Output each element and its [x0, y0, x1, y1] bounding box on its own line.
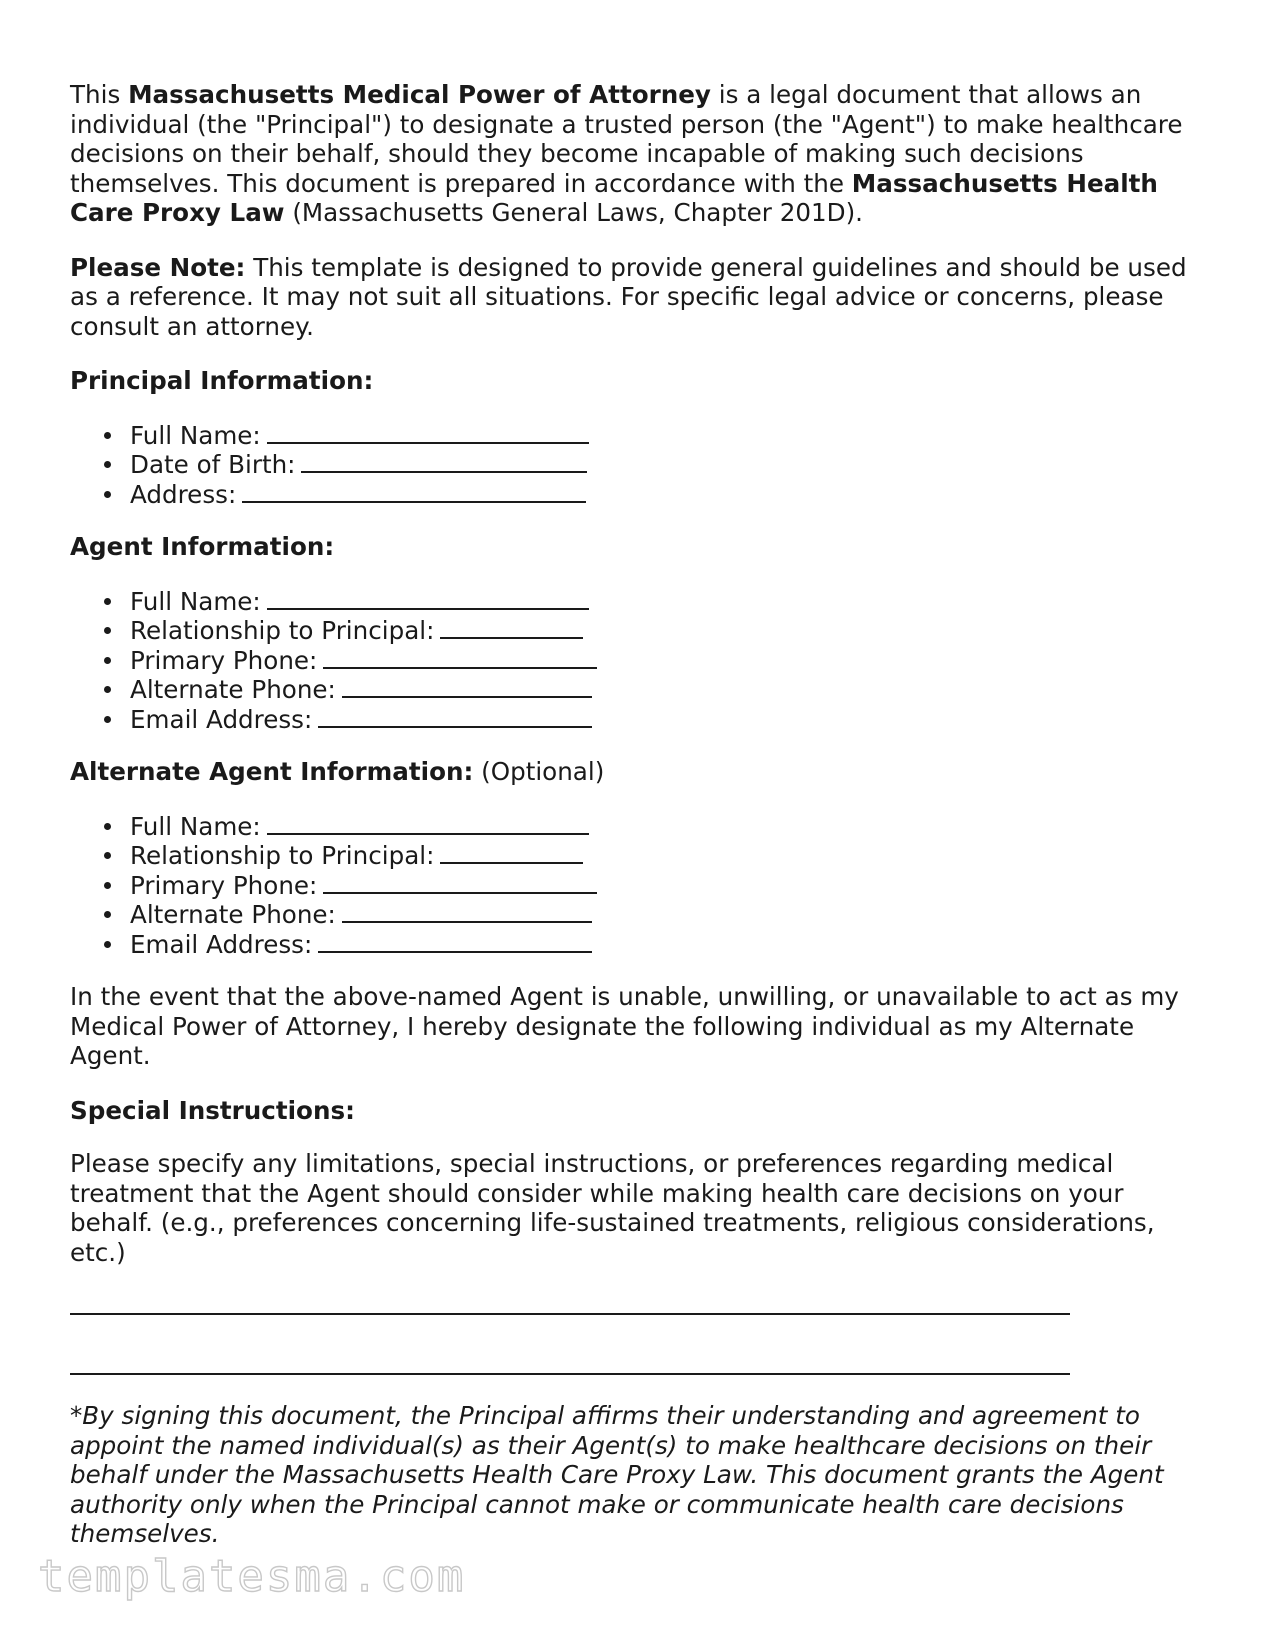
- document-page: [70, 80, 1210, 1549]
- alt-agent-alternate-phone-blank[interactable]: [342, 899, 592, 923]
- agent-relationship-field: Relationship to Principal:: [104, 615, 1210, 645]
- alternate-agent-heading: Alternate Agent Information: (Optional): [70, 757, 605, 786]
- principal-dob-blank[interactable]: [301, 449, 587, 473]
- principal-full-name-field: Full Name:: [104, 420, 1210, 450]
- special-instructions-heading: Special Instructions:: [70, 1095, 355, 1125]
- agent-full-name-field: Full Name:: [104, 586, 1210, 616]
- alt-agent-primary-phone-field: Primary Phone:: [104, 870, 1210, 900]
- agent-email-blank[interactable]: [318, 704, 592, 728]
- special-instructions-text: Please specify any limitations, special instructions, or preferences regarding medical treatment that the Agent should consider while making health care decisions on your behalf. (e.g., preferences concerning life-sustained treatments, religious considerations, etc.): [70, 1149, 1155, 1267]
- principal-address-blank[interactable]: [242, 479, 586, 503]
- alt-agent-email-blank[interactable]: [318, 929, 592, 953]
- agent-alternate-phone-field: Alternate Phone:: [104, 674, 1210, 704]
- principal-fields: [70, 420, 1210, 509]
- note-paragraph: Please Note: This template is designed to provide general guidelines and should be used as a reference. It may not suit all situations. For specific legal advice or concerns, please consult an attorney.: [70, 252, 1187, 341]
- alternate-agent-fields: [70, 811, 1210, 959]
- alt-agent-alternate-phone-field: Alternate Phone:: [104, 899, 1210, 929]
- agent-primary-phone-blank[interactable]: [323, 645, 597, 669]
- agent-full-name-blank[interactable]: [267, 586, 589, 610]
- alt-agent-relationship-blank[interactable]: [440, 840, 583, 864]
- agent-fields: [70, 586, 1210, 734]
- agent-alternate-phone-blank[interactable]: [342, 674, 592, 698]
- watermark: templatesma.com: [38, 1551, 466, 1602]
- signing-disclaimer: *By signing this document, the Principal affirms their understanding and agreement to appoint the named individual(s) as their Agent(s) to make healthcare decisions on their behalf under the Massachusetts Health Care Proxy Law. This document grants the Agent authority only when the Principal cannot make or communicate health care decisions themselves.: [70, 1401, 1164, 1548]
- principal-address-field: Address:: [104, 479, 1210, 509]
- instructions-line-2[interactable]: [70, 1373, 1070, 1375]
- alt-agent-full-name-blank[interactable]: [267, 811, 589, 835]
- note-label: Please Note:: [70, 252, 246, 282]
- principal-full-name-blank[interactable]: [267, 420, 589, 444]
- agent-email-field: Email Address:: [104, 704, 1210, 734]
- agent-relationship-blank[interactable]: [440, 615, 583, 639]
- alt-agent-full-name-field: Full Name:: [104, 811, 1210, 841]
- principal-heading: Principal Information:: [70, 366, 374, 395]
- agent-heading: Agent Information:: [70, 532, 335, 561]
- intro-paragraph: This Massachusetts Medical Power of Attorney is a legal document that allows an individual (the "Principal") to designate a trusted person (the "Agent") to make healthcare decisions on their behalf, should they become incapable of making such decisions themselves. This document is prepared in accordance with the Massachusetts Health Care Proxy Law (Massachusetts General Laws, Chapter 201D).: [70, 80, 1183, 227]
- instructions-line-1[interactable]: [70, 1313, 1070, 1315]
- law-name: Massachusetts Health Care Proxy Law: [70, 168, 1158, 227]
- agent-primary-phone-field: Primary Phone:: [104, 645, 1210, 675]
- principal-dob-field: Date of Birth:: [104, 449, 1210, 479]
- alt-agent-primary-phone-blank[interactable]: [323, 870, 597, 894]
- alternate-agent-statement: In the event that the above-named Agent is unable, unwilling, or unavailable to act as my Medical Power of Attorney, I hereby designate the following individual as my Alternate Agent.: [70, 982, 1179, 1070]
- alt-agent-relationship-field: Relationship to Principal:: [104, 840, 1210, 870]
- alt-agent-email-field: Email Address:: [104, 929, 1210, 959]
- document-title: Massachusetts Medical Power of Attorney: [128, 80, 711, 109]
